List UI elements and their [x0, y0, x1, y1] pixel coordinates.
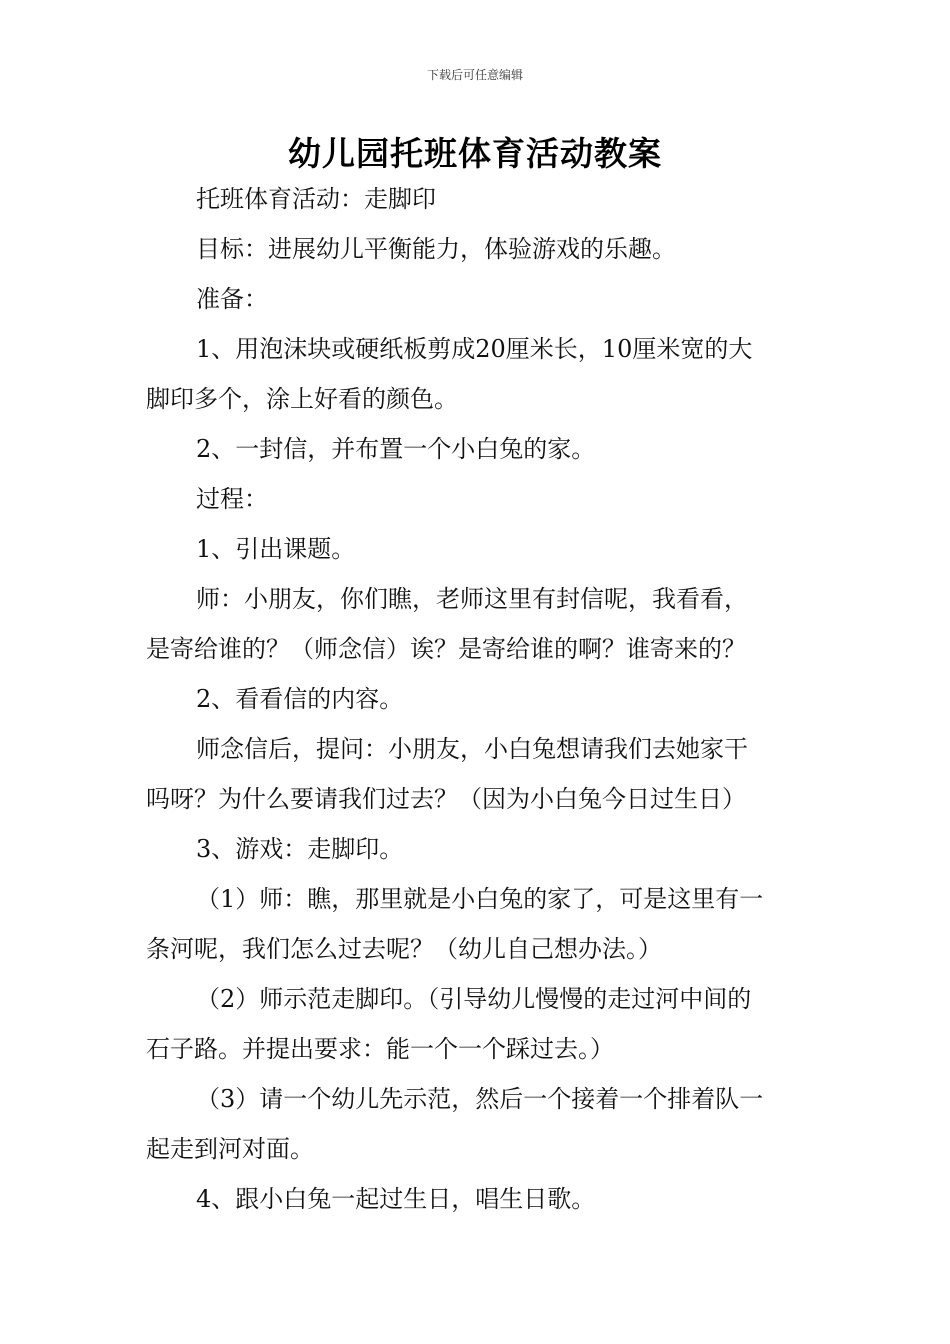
goal-line: 目标：进展幼儿平衡能力，体验游戏的乐趣。	[196, 235, 676, 263]
activity-name-line: 托班体育活动：走脚印	[196, 185, 436, 213]
preparation-heading: 准备：	[196, 285, 268, 313]
teacher-dialogue-2: 师念信后，提问：小朋友，小白兔想请我们去她家干	[196, 735, 748, 763]
preparation-item-1-continued: 脚印多个，涂上好看的颜色。	[146, 385, 458, 413]
header-note: 下载后可任意编辑	[426, 68, 523, 82]
document-title: 幼儿园托班体育活动教案	[288, 134, 662, 173]
process-step-2: 2、看看信的内容。	[196, 685, 404, 713]
preparation-item-2: 2、一封信，并布置一个小白兔的家。	[196, 435, 596, 463]
game-step-2-continued: 石子路。并提出要求：能一个一个踩过去。）	[146, 1035, 614, 1063]
process-step-4: 4、跟小白兔一起过生日，唱生日歌。	[196, 1185, 596, 1213]
teacher-dialogue-1: 师：小朋友，你们瞧，老师这里有封信呢，我看看，	[196, 585, 748, 613]
game-step-3: （3）请一个幼儿先示范，然后一个接着一个排着队一	[196, 1085, 764, 1113]
teacher-dialogue-2-continued: 吗呀？为什么要请我们过去？（因为小白兔今日过生日）	[146, 785, 746, 813]
process-heading: 过程：	[196, 485, 268, 513]
game-step-2: （2）师示范走脚印。（引导幼儿慢慢的走过河中间的	[196, 985, 752, 1013]
teacher-dialogue-1-continued: 是寄给谁的？（师念信）诶？是寄给谁的啊？谁寄来的？	[146, 635, 746, 663]
process-step-1: 1、引出课题。	[196, 535, 356, 563]
preparation-item-1: 1、用泡沫块或硬纸板剪成20厘米长，10厘米宽的大	[196, 335, 753, 363]
process-step-3: 3、游戏：走脚印。	[196, 835, 404, 863]
game-step-1: （1）师：瞧，那里就是小白兔的家了，可是这里有一	[196, 885, 764, 913]
game-step-1-continued: 条河呢，我们怎么过去呢？（幼儿自己想办法。）	[146, 935, 662, 963]
game-step-3-continued: 起走到河对面。	[146, 1135, 314, 1163]
